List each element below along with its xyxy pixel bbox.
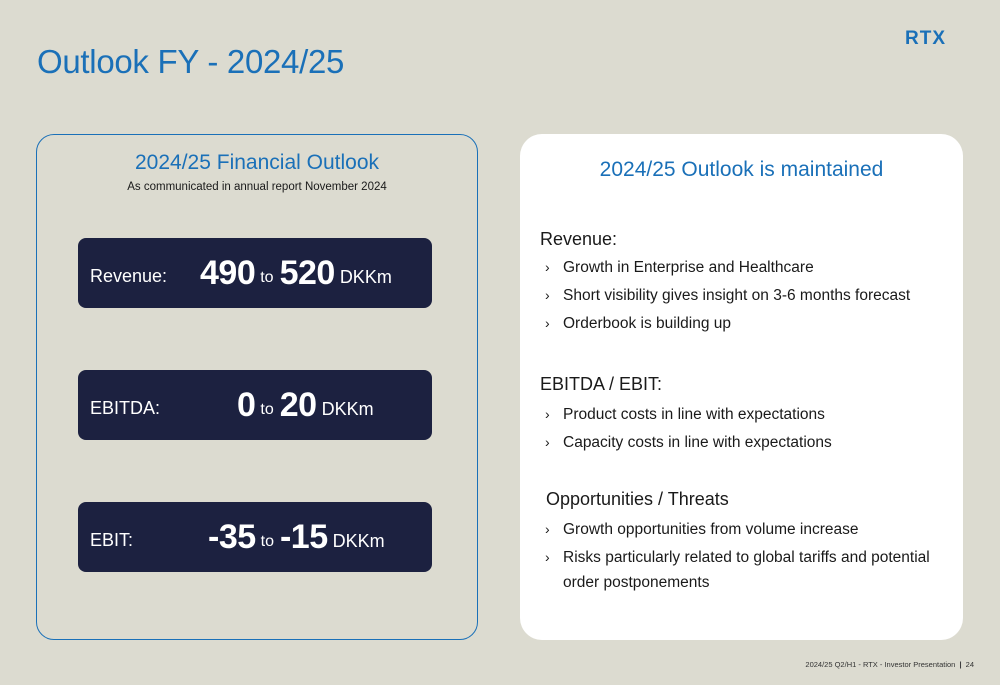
list-item: › Capacity costs in line with expectations — [545, 430, 945, 455]
kpi-unit: DKKm — [332, 530, 385, 551]
chevron-right-icon: › — [545, 434, 550, 450]
kpi-low-value: 0 — [237, 385, 256, 424]
page-number: 24 — [965, 660, 974, 669]
list-item: › Growth in Enterprise and Healthcare — [545, 255, 945, 280]
chevron-right-icon: › — [545, 315, 550, 331]
financial-outlook-subheading: As communicated in annual report November 2024 — [127, 181, 387, 193]
section-heading-revenue: Revenue: — [540, 229, 618, 249]
kpi-unit: DKKm — [339, 266, 392, 287]
financial-outlook-panel — [36, 134, 478, 640]
list-item: › Product costs in line with expectations — [545, 402, 945, 427]
outlook-maintained-panel — [520, 134, 963, 640]
page-title: Outlook FY - 2024/25 — [37, 43, 345, 80]
kpi-ebitda — [78, 370, 432, 440]
list-item: › Risks particularly related to global tariffs and potential order postponements — [545, 545, 945, 595]
chevron-right-icon: › — [545, 287, 550, 303]
bullet-list-opportunities-threats — [545, 517, 945, 598]
footer-text: 2024/25 Q2/H1 - RTX - Investor Presentation — [805, 660, 956, 669]
chevron-right-icon: › — [545, 406, 550, 422]
kpi-values — [200, 238, 392, 308]
kpi-high-value: 20 — [279, 385, 317, 424]
kpi-revenue — [78, 238, 432, 308]
rtx-logo — [905, 28, 977, 46]
kpi-high-value: 520 — [279, 253, 335, 292]
kpi-label: EBIT: — [90, 529, 134, 550]
chevron-right-icon: › — [545, 259, 550, 275]
bullet-list-ebitda-ebit — [545, 402, 945, 458]
section-heading-ebitda-ebit: EBITDA / EBIT: — [540, 374, 663, 394]
kpi-connector: to — [260, 269, 274, 286]
kpi-unit: DKKm — [321, 398, 374, 419]
kpi-low-value: -35 — [208, 517, 256, 556]
kpi-ebit — [78, 502, 432, 572]
kpi-high-value: -15 — [279, 517, 328, 556]
list-item: › Short visibility gives insight on 3-6 months forecast — [545, 283, 945, 308]
footer-separator: | — [959, 660, 962, 669]
chevron-right-icon: › — [545, 521, 550, 537]
kpi-values — [237, 370, 374, 440]
section-heading-opportunities-threats: Opportunities / Threats — [546, 489, 729, 509]
list-item: › Orderbook is building up — [545, 311, 945, 336]
bullet-list-revenue — [545, 255, 945, 339]
outlook-maintained-heading: 2024/25 Outlook is maintained — [599, 158, 884, 181]
kpi-label: EBITDA: — [90, 397, 161, 418]
financial-outlook-heading: 2024/25 Financial Outlook — [135, 151, 379, 174]
kpi-connector: to — [260, 533, 274, 550]
kpi-low-value: 490 — [200, 253, 256, 292]
list-item: › Growth opportunities from volume increase — [545, 517, 945, 542]
kpi-values — [208, 502, 385, 572]
footer — [805, 660, 974, 669]
svg-text:RTX: RTX — [905, 28, 946, 46]
chevron-right-icon: › — [545, 549, 550, 565]
kpi-connector: to — [260, 401, 274, 418]
kpi-label: Revenue: — [90, 265, 168, 286]
